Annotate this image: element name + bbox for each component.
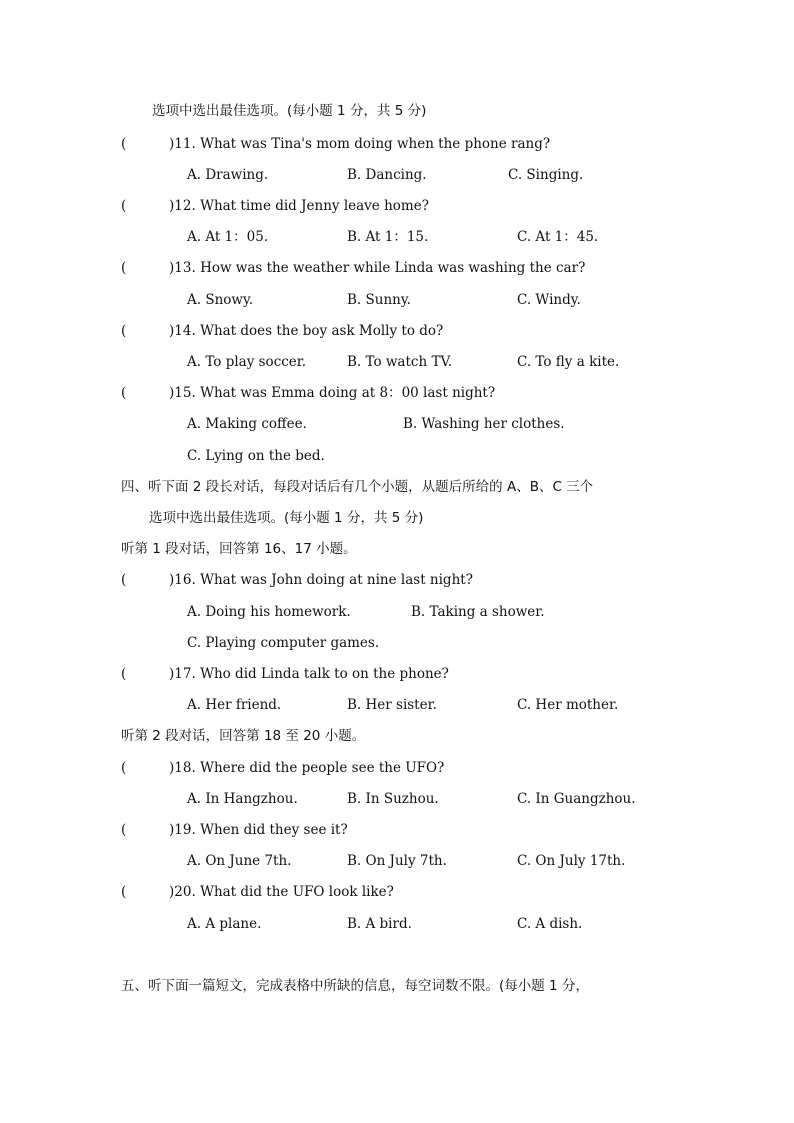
option-c: C. Her mother.: [517, 697, 619, 713]
question-text: How was the weather while Linda was washing the car?: [200, 260, 586, 276]
option-a: A. A plane.: [187, 916, 262, 932]
question-text: What was Emma doing at 8：00 last night?: [200, 385, 496, 401]
option-a: A. In Hangzhou.: [187, 791, 298, 807]
question-text: What time did Jenny leave home?: [200, 198, 429, 214]
question-16: ( )16. What was John doing at nine last night?: [121, 572, 473, 588]
option-a: A. Doing his homework.: [187, 604, 351, 620]
option-c: C. At 1：45.: [517, 229, 599, 245]
dialog-2-heading: 听第 2 段对话，回答第 18 至 20 小题。: [121, 728, 366, 744]
option-c: C. Playing computer games.: [187, 635, 380, 651]
option-c: C. Singing.: [508, 167, 584, 183]
answer-blank[interactable]: (: [121, 666, 127, 682]
question-15: ( )15. What was Emma doing at 8：00 last night?: [121, 385, 496, 401]
question-13: ( )13. How was the weather while Linda was washing the car?: [121, 260, 586, 276]
question-number: 13.: [174, 260, 196, 276]
option-c: C. Lying on the bed.: [187, 448, 325, 464]
option-a: A. To play soccer.: [187, 354, 307, 370]
question-text: What was John doing at nine last night?: [200, 572, 473, 588]
option-c: C. Windy.: [517, 292, 581, 308]
question-17: ( )17. Who did Linda talk to on the phone?: [121, 666, 449, 682]
section-5-heading: 五、听下面一篇短文，完成表格中所缺的信息，每空词数不限。(每小题 1 分，: [121, 978, 589, 994]
option-b: B. Sunny.: [347, 292, 411, 308]
answer-blank[interactable]: (: [121, 385, 127, 401]
answer-blank[interactable]: (: [121, 323, 127, 339]
option-c: C. A dish.: [517, 916, 583, 932]
option-a: A. Making coffee.: [187, 416, 307, 432]
option-a: A. Drawing.: [187, 167, 269, 183]
question-14: ( )14. What does the boy ask Molly to do?: [121, 323, 444, 339]
question-19: ( )19. When did they see it?: [121, 822, 348, 838]
question-text: Who did Linda talk to on the phone?: [200, 666, 449, 682]
question-number: 20.: [174, 884, 196, 900]
question-text: What does the boy ask Molly to do?: [200, 323, 444, 339]
option-b: B. A bird.: [347, 916, 412, 932]
option-b: B. Taking a shower.: [411, 604, 545, 620]
question-12: ( )12. What time did Jenny leave home?: [121, 198, 429, 214]
option-a: A. At 1：05.: [187, 229, 269, 245]
option-b: B. On July 7th.: [347, 853, 447, 869]
question-number: 15.: [174, 385, 196, 401]
answer-blank[interactable]: (: [121, 760, 127, 776]
option-c: C. To fly a kite.: [517, 354, 620, 370]
question-text: When did they see it?: [200, 822, 348, 838]
question-11: ( )11. What was Tina's mom doing when the phone rang?: [121, 136, 551, 152]
option-c: C. In Guangzhou.: [517, 791, 636, 807]
answer-blank[interactable]: (: [121, 260, 127, 276]
option-a: A. Snowy.: [187, 292, 254, 308]
answer-blank[interactable]: (: [121, 884, 127, 900]
question-18: ( )18. Where did the people see the UFO?: [121, 760, 445, 776]
question-20: ( )20. What did the UFO look like?: [121, 884, 394, 900]
option-b: B. Her sister.: [347, 697, 437, 713]
section-3-instruction: 选项中选出最佳选项。(每小题 1 分，共 5 分): [152, 103, 427, 119]
section-4-instruction: 选项中选出最佳选项。(每小题 1 分，共 5 分): [149, 510, 424, 526]
question-number: 11.: [174, 136, 196, 152]
option-a: A. Her friend.: [187, 697, 282, 713]
option-b: B. At 1：15.: [347, 229, 429, 245]
option-b: B. In Suzhou.: [347, 791, 439, 807]
question-number: 14.: [174, 323, 196, 339]
answer-blank[interactable]: (: [121, 198, 127, 214]
option-c: C. On July 17th.: [517, 853, 626, 869]
option-a: A. On June 7th.: [187, 853, 292, 869]
question-number: 16.: [174, 572, 196, 588]
section-4-heading: 四、听下面 2 段长对话，每段对话后有几个小题，从题后所给的 A、B、C 三个: [121, 479, 594, 495]
option-b: B. Dancing.: [347, 167, 427, 183]
answer-blank[interactable]: (: [121, 822, 127, 838]
dialog-1-heading: 听第 1 段对话，回答第 16、17 小题。: [121, 541, 357, 557]
answer-blank[interactable]: (: [121, 572, 127, 588]
question-number: 18.: [174, 760, 196, 776]
question-text: What was Tina's mom doing when the phone rang?: [200, 136, 551, 152]
question-number: 12.: [174, 198, 196, 214]
option-b: B. To watch TV.: [347, 354, 453, 370]
question-number: 17.: [174, 666, 196, 682]
question-number: 19.: [174, 822, 196, 838]
option-b: B. Washing her clothes.: [403, 416, 565, 432]
answer-blank[interactable]: (: [121, 136, 127, 152]
question-text: Where did the people see the UFO?: [200, 760, 445, 776]
question-text: What did the UFO look like?: [200, 884, 394, 900]
